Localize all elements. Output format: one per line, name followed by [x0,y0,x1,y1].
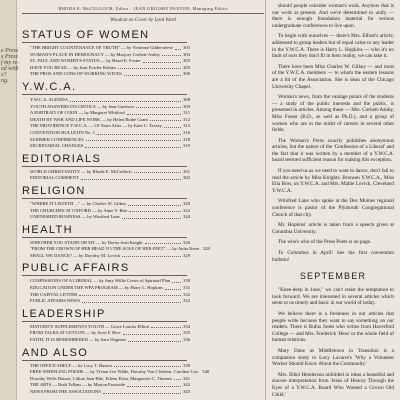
entry-title: SUMMER CONFERENCES [30,136,84,142]
page-number: 341 [183,375,190,381]
toc-entry [22,363,190,370]
section-title: EDITORIALS [22,153,187,167]
section-title: LEADERSHIP [22,308,187,322]
entry-title: THE OFFICE SHELF — by Lucy T. Burton [30,362,112,368]
page-number: 301 [183,168,190,174]
dot-leader [145,240,182,245]
page-number: 312 [183,116,190,122]
entry-title: WOMAN'S PLACE IN DEMOCRACY — by Marjory Corbett-Ashby [30,51,160,57]
entry-title: "THE BRIGHT COUNTENANCE OF TRUTH" — by Vivienne Gildersleeve [30,45,174,50]
dot-leader [128,337,181,342]
masthead-editors: RHODA E. McCULLOCH, Editor · JEAN GRIGSBY PAXTON, Managing Editor [22,6,264,14]
dot-leader [134,169,182,174]
margin-fragment: e Press [1,48,19,54]
dot-leader [143,58,182,63]
cover-credit: Woodcut on Cover by Lynd Ward [110,18,176,23]
page-number: 308 [183,96,190,102]
section-title: AND ALSO [22,347,187,361]
entry-title: "FROM THE CROWN OF HER HEAD TO THE SOLE OF HER FEET" — by Anita Keen [30,246,199,252]
entry-title: "WHERE IT LISTETH ..." — by Charles W. Gilkey [30,200,127,206]
page-number: 336 [183,337,190,343]
section-title: PUBLIC AFFAIRS [22,262,187,276]
toc-entry [22,137,190,144]
editorial-paragraph: Woman's news, from the vantage points of the students — a study of the public interests and the public, is presented in articles. Among these — Mrs. Corbett-Ashby, Miss Foster (B.D., as well as Ph.D.), and a group of women who are in the midst of careers in several other fields. [272,94,394,134]
dot-leader [164,123,181,128]
entry-title: HAVE YOU READ — by Jean Fowler Robins [30,64,116,70]
toc-section [22,262,264,304]
section-title: RELIGION [22,185,187,199]
entry-title: THE PROS AND CONS OF WORKING WIVES [30,71,122,77]
toc-entry [22,52,190,59]
entry-title: Y.W.C.A. AGENDA [30,96,68,102]
september-heading: SEPTEMBER [299,271,367,282]
dot-leader [82,298,181,303]
section-title: Y.W.C.A. [22,81,187,95]
entry-title: THE CHURCHES AT OXFORD — by Anne V. Brie [30,207,128,213]
page-number: 340 [202,369,210,375]
page-number: 318 [183,136,190,142]
page-number: 332 [183,291,190,297]
editorial-paragraph: If you need us as we need to want to dance, don't fail to read the article by Miss Knights. Bronson Y.W.C.A., Miss Ella Bow, on Y.W.C.A. and Mrs. Mable Lovick, Cleveland Y.W.C.A. [272,168,394,194]
entry-title: THE CAPITAL LETTER [30,291,78,297]
toc-entry [22,104,190,111]
toc-entry [22,71,190,78]
toc-section [22,185,264,221]
dot-leader [150,117,181,122]
toc-entry [22,58,190,65]
entry-title: FROM TALKS AT CEYLON — by Aron F. Rice [30,330,121,336]
page-number: 316 [183,129,190,135]
dot-leader [122,214,181,219]
toc-entry [22,110,190,117]
toc-entry [22,240,190,247]
margin-fragment: f my re- [1,60,20,66]
toc-entry [22,376,190,383]
entry-title: SECRETARIAL CHANGES [30,143,84,149]
dot-leader [162,52,181,57]
entry-title: THE PROVIDENCE Y.W.C.A. — Of Years After — by Kate C. Tavsey [30,123,162,129]
editorial-paragraph: Mrs. Ethel Henderson unfolded in ideas a beautiful and sincere interpretation from 'Jesus of History Through the Eyes of a Y.W.C.A. Board Who Wanted a Grown Old Child.' [272,371,394,398]
dot-leader [175,45,181,50]
toc-entry [22,143,190,150]
dot-leader [85,143,181,148]
dot-leader [86,137,181,142]
toc-section [22,153,264,182]
dot-leader [174,376,181,381]
entry-title: EDITORIAL COMMENT [30,175,79,181]
page-number: 335 [183,330,190,336]
toc-section [22,347,264,396]
toc-entry [22,208,190,215]
editorial-paragraphs [272,3,394,263]
dot-leader [103,389,181,394]
previous-page-edge [0,0,20,400]
page-number: 324 [183,214,190,220]
editorial-paragraph: The who's who of the Press Poets is on page. [278,239,372,246]
toc-entry [22,253,190,260]
page-number: 311 [183,110,190,116]
entry-title: NEWS FROM THE ASSOCIATIONS [30,389,101,394]
toc-entry [22,169,190,176]
toc-entry [22,175,190,182]
page-number: 313 [183,123,190,129]
editorial-paragraph: "Knee-deep in June," we can't resist the temptation to look forward. We are interested in several articles which seem to us timely and basic in our world of today. [272,287,394,307]
editorial-paragraph: Mary Dane as Middletown in Transition is a companion study to Lucy Lavarre's 'Why a Volunteer Worker Should Know About the Community.' [272,347,394,368]
entry-title: WORLD CHRISTIANITY — by Rhoda E. McCulloch [30,168,132,174]
page-number: 343 [183,389,190,394]
entry-title: SHALL WE DANCE? — by Dorothy M. Lovick [30,252,121,258]
entry-title: Dorothy Wells Butnot, Lillian Jean Hite, Eileen Eliza, Marguerite C. Thomas [30,375,172,381]
editorial-paragraph: To begin with ourselves — there's Mrs. Elliott's article, addressed to group leaders but of equal value to any leader in the Y.W.C.A. There is Harry L. Hopkins — who it's no fault of ours they don't fit in their reality, we can take it. [272,33,394,60]
margin-fragment: s? [1,72,7,78]
page-number: 334 [183,323,190,329]
toc-entry [22,246,210,253]
page-number: 305 [183,58,190,64]
page-number: 302 [183,175,190,181]
editorial-paragraph: There have been Miss Charles W. Gilkey — and most of the Y.W.C.A. members — to whom the eastern lessons are a bit of the Association. She is dean of the Chicago University Chapel. [272,63,394,90]
editorial-paragraph: To Columbus in April! See the first convention bulletin! [272,250,394,263]
page-number: 304 [183,51,190,57]
toc-entry [22,285,190,292]
editorial-paragraph: We believe there is a freshness in our articles that people write because they want to say something on our readers. There is Rufus Jones who writes from Haverford College — and Mrs. Frederick 'Hess' or the whole field of human relations. [272,310,394,344]
dot-leader [70,97,181,102]
toc-entry [22,117,190,124]
section-title: HEALTH [22,224,187,238]
editorial-paragraph: Mr. Hopkins' article is taken from a speech given at Columbia University. [272,222,394,235]
dot-leader [123,330,182,335]
page-number: 309 [183,103,190,109]
dot-leader [122,253,181,258]
september-paragraphs [272,287,394,398]
entry-title: FREE-WHEELING POEMS — by Vivian Lee Wilde, Dorothy Von Cleidern, Caroline Cox [30,369,199,375]
editorial-paragraph: The Woman's Press exactly publishes anonymous articles, but the nature of the 'Confession of a Liberal' and the fact that it was written by a member of a Y.W.C.A. board seemed sufficient reason for making this exception. [272,137,394,164]
dot-leader [118,65,181,70]
editorial-paragraph: Winifred Lane who spoke at the Des Moines regional conference is pastor of the Plymouth Congregational Church of that city. [272,198,394,218]
section-title: STATUS OF WOMEN [22,29,187,43]
toc-entry [22,278,190,285]
page-number: 328 [202,246,210,252]
entry-title: DEATH BY WAR AND LIFE WORK — by Helen Ruthe Grant [30,116,148,122]
dot-leader [97,130,181,135]
page-number: 329 [183,252,190,258]
dot-leader [129,208,181,213]
entry-title: A PORTRAIT OF COON — by Margaret Whitford [30,110,125,116]
page-number: 326 [183,239,190,245]
toc-sections [22,29,264,396]
entry-title: FAITH, IT IS REMEMBERED — by Sara Wagener [30,337,127,343]
editorial-column [265,0,400,400]
dot-leader [114,363,181,368]
page-number: 332 [183,298,190,304]
entry-title: YOUTH ANSWERS ITS CRITICS — by Jean Garrison [30,103,134,109]
page-number: 322 [183,207,190,213]
entry-title: EDUCATION UNDER THE WPA PROGRAM — by Harry L. Hopkins [30,285,163,291]
entry-title: WHETHER YOU STAND OR SIT — by Dorris Jean Knight [30,239,143,245]
toc-entry [22,298,190,305]
toc-entry [22,214,190,221]
page-number: 338 [183,362,190,368]
toc-section [22,29,264,78]
toc-section [22,81,264,150]
entry-title: MATURITY SUPPLEMENTS YOUTH — Grace Loucks Elliott [30,323,150,329]
margin-fragment: ed with [1,66,19,72]
toc-entry [22,389,190,396]
page-number: 306 [183,71,190,77]
toc-entry [22,292,190,299]
toc-entry [22,65,190,72]
toc-entry [22,369,210,376]
page-number: 303 [183,45,190,50]
toc-entry [22,337,190,344]
page-number: 330 [183,278,190,284]
margin-fragment: s Press [1,54,18,60]
page-number: 342 [183,382,190,388]
entry-title: CONVENTION BULLETIN No. 1 [30,129,96,135]
toc-entry [22,324,190,331]
page-number: 331 [183,285,190,291]
dot-leader [127,110,181,115]
dot-leader [136,104,181,109]
toc-entry [22,382,190,389]
entry-title: PUBLIC AFFAIRS NEWS [30,298,80,304]
entry-title: CONFESSIONS OF A LIBERAL — by Amy Willis Crews of Spiritual Plan [30,278,171,284]
toc-entry [22,97,190,104]
dot-leader [128,201,181,206]
margin-fragment: ng. [1,78,9,84]
dot-leader [81,175,181,180]
entry-title: THE ARTS — Ruth Tellam — by Marion Frostside [30,382,126,388]
entry-title: ST. PAUL AND WOMEN'S STATUS — by Hazel E. Foster [30,58,141,64]
dot-leader [165,285,181,290]
page-number: 320 [183,200,190,206]
toc-entry [22,330,190,337]
dot-leader [151,324,181,329]
dot-leader [79,292,181,297]
table-of-contents [22,6,264,400]
page-number: 305 [183,64,190,70]
entry-title: UNFINISHED BUSINESS — by Winifred Lane [30,214,120,220]
toc-section [22,224,264,260]
toc-entry [22,130,190,137]
toc-entry [22,45,190,52]
editorial-paragraph: should people consider woman's work. Anyhow that is our work at present. And we're determined to unify — there is enough foundation material for serious undergraduate conferences to live upon. [272,3,394,29]
dot-leader [127,382,181,387]
page-number: 319 [183,143,190,149]
toc-section [22,308,264,344]
toc-entry [22,201,190,208]
toc-entry [22,123,190,130]
dot-leader [172,278,181,283]
dot-leader [124,71,181,76]
